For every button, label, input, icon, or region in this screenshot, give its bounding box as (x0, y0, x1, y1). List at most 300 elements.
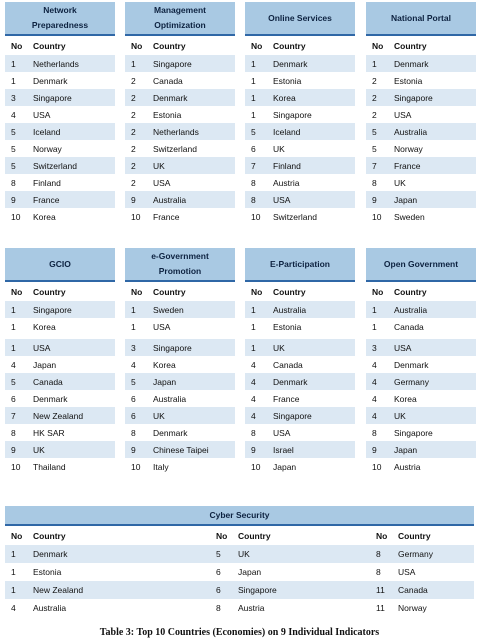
country-cell: Sweden (394, 211, 425, 222)
table-row (5, 318, 115, 335)
country-cell: France (33, 194, 60, 205)
rank-cell: 4 (251, 410, 256, 421)
country-cell: Thailand (33, 461, 66, 472)
rank-cell: 2 (131, 126, 136, 137)
table-row (366, 339, 476, 356)
table-row (366, 191, 476, 208)
rank-cell: 1 (251, 75, 256, 86)
country-cell: Denmark (33, 75, 68, 86)
cyber-security-title-text: Cyber Security (209, 509, 270, 520)
table-row (366, 123, 476, 140)
rank-cell: 9 (251, 444, 256, 455)
column-header-row (5, 528, 474, 544)
rank-cell: 2 (131, 177, 136, 188)
rank-cell: 4 (251, 376, 256, 387)
column-header-country: Country (394, 287, 427, 297)
rank-cell: 4 (11, 109, 16, 120)
country-cell: USA (398, 567, 416, 577)
top-table-title (245, 2, 355, 36)
country-cell: Australia (394, 304, 428, 315)
country-cell: Australia (153, 194, 187, 205)
table-row (125, 407, 235, 424)
country-cell: Israel (273, 444, 294, 455)
table-row (5, 390, 115, 407)
rank-cell: 3 (372, 342, 377, 353)
top-table-2 (125, 2, 235, 230)
rank-cell: 8 (251, 427, 256, 438)
rank-cell: 1 (11, 585, 16, 595)
table-row (245, 373, 355, 390)
country-cell: Canada (153, 75, 183, 86)
rank-cell: 4 (11, 359, 16, 370)
rank-cell: 9 (131, 194, 136, 205)
country-cell: Switzerland (273, 211, 317, 222)
column-header-no: No (11, 287, 23, 297)
table-row (366, 140, 476, 157)
rank-cell: 11 (376, 603, 385, 613)
rank-cell: 7 (11, 410, 16, 421)
country-cell: Canada (398, 585, 428, 595)
country-cell: USA (394, 342, 412, 353)
rank-cell: 8 (376, 567, 381, 577)
rank-cell: 4 (372, 376, 377, 387)
country-cell: Singapore (273, 410, 312, 421)
table-title-text (268, 11, 332, 26)
country-cell: HK SAR (33, 427, 65, 438)
table-row (125, 55, 235, 72)
country-cell: Australia (273, 304, 307, 315)
table-row (245, 72, 355, 89)
top-table-title (366, 2, 476, 36)
column-header-country: Country (33, 41, 66, 51)
country-cell: Singapore (153, 58, 192, 69)
table-row (366, 318, 476, 335)
table-row (245, 55, 355, 72)
table-row (125, 191, 235, 208)
column-header-country: Country (153, 41, 186, 51)
table-row (5, 89, 115, 106)
rank-cell: 1 (251, 321, 256, 332)
country-cell: Singapore (33, 304, 72, 315)
table-row (5, 407, 115, 424)
rank-cell: 4 (372, 393, 377, 404)
table-row (125, 339, 235, 356)
column-header-country: Country (153, 287, 186, 297)
table-row (125, 123, 235, 140)
rank-cell: 4 (11, 603, 16, 613)
table-row (5, 208, 115, 225)
country-cell: Germany (394, 376, 429, 387)
table-row (5, 581, 474, 599)
country-cell: Singapore (273, 109, 312, 120)
rank-cell: 1 (131, 58, 136, 69)
table-title-line: GCIO (49, 258, 71, 269)
country-cell: Estonia (33, 567, 62, 577)
top-table-title (5, 2, 115, 36)
country-cell: UK (394, 410, 406, 421)
column-header-country: Country (273, 41, 306, 51)
rank-cell: 5 (372, 126, 377, 137)
table-row (5, 339, 115, 356)
rank-cell: 1 (372, 58, 377, 69)
column-header-no: No (131, 41, 143, 51)
table-row (245, 123, 355, 140)
table-title-line: Open Government (383, 258, 459, 269)
table-title-line: e-Government (151, 251, 209, 261)
country-cell: Norway (394, 143, 423, 154)
mid-table-title (125, 248, 235, 282)
table-row (366, 55, 476, 72)
column-header-no: No (11, 41, 23, 51)
column-header-no: No (251, 287, 263, 297)
country-cell: France (153, 211, 180, 222)
table-row (5, 72, 115, 89)
country-cell: Denmark (33, 549, 68, 559)
table-title-text (32, 3, 88, 33)
rank-cell: 9 (131, 444, 136, 455)
table-row (5, 458, 115, 475)
table-row (5, 545, 474, 563)
table-row (5, 563, 474, 581)
rank-cell: 3 (11, 92, 16, 103)
country-cell: Norway (33, 143, 62, 154)
table-row (366, 106, 476, 123)
table-row (245, 106, 355, 123)
country-cell: Estonia (273, 321, 302, 332)
rank-cell: 1 (372, 304, 377, 315)
country-cell: Sweden (153, 304, 184, 315)
rank-cell: 8 (131, 427, 136, 438)
country-cell: Estonia (273, 75, 302, 86)
rank-cell: 5 (131, 376, 136, 387)
table-row (245, 424, 355, 441)
table-row (245, 339, 355, 356)
rank-cell: 2 (372, 92, 377, 103)
table-row (5, 157, 115, 174)
table-row (245, 89, 355, 106)
column-header-country: Country (238, 531, 271, 541)
country-cell: New Zealand (33, 585, 84, 595)
table-row (366, 458, 476, 475)
table-row (5, 174, 115, 191)
country-cell: Denmark (273, 58, 308, 69)
country-cell: USA (33, 342, 51, 353)
table-row (245, 174, 355, 191)
rank-cell: 6 (216, 585, 221, 595)
rank-cell: 4 (372, 410, 377, 421)
country-cell: Japan (153, 376, 177, 387)
rank-cell: 4 (131, 359, 136, 370)
country-cell: UK (153, 160, 165, 171)
rank-cell: 6 (216, 567, 221, 577)
country-cell: Switzerland (153, 143, 197, 154)
table-row (125, 208, 235, 225)
rank-cell: 8 (216, 603, 221, 613)
table-row (5, 191, 115, 208)
table-row (5, 140, 115, 157)
rank-cell: 10 (11, 461, 21, 472)
country-cell: Denmark (394, 359, 429, 370)
table-caption: Table 3: Top 10 Countries (Economies) on 9 Individual Indicators (99, 627, 380, 638)
rank-cell: 6 (251, 143, 256, 154)
rank-cell: 10 (372, 461, 382, 472)
rank-cell: 4 (251, 393, 256, 404)
column-header-country: Country (273, 287, 306, 297)
rank-cell: 7 (251, 160, 256, 171)
table-row (5, 441, 115, 458)
rank-cell: 10 (131, 211, 141, 222)
country-cell: USA (273, 427, 291, 438)
column-header-row (5, 38, 115, 54)
table-row (245, 140, 355, 157)
country-cell: UK (33, 444, 45, 455)
rank-cell: 2 (131, 75, 136, 86)
country-cell: Finland (33, 177, 61, 188)
country-cell: Canada (33, 376, 63, 387)
country-cell: Iceland (273, 126, 301, 137)
country-cell: Austria (273, 177, 300, 188)
country-cell: Australia (153, 393, 187, 404)
mid-table-title (5, 248, 115, 282)
rank-cell: 10 (11, 211, 21, 222)
country-cell: UK (273, 342, 285, 353)
rank-cell: 1 (251, 304, 256, 315)
column-header-no: No (372, 287, 384, 297)
country-cell: UK (153, 410, 165, 421)
table-row (366, 89, 476, 106)
column-header-no: No (131, 287, 143, 297)
country-cell: Singapore (238, 585, 277, 595)
country-cell: Austria (238, 603, 265, 613)
table-row (125, 424, 235, 441)
country-cell: Singapore (394, 92, 433, 103)
table-row (245, 356, 355, 373)
table-row (125, 89, 235, 106)
table-row (366, 441, 476, 458)
mid-table-title (366, 248, 476, 282)
column-header-row (245, 38, 355, 54)
rank-cell: 2 (131, 160, 136, 171)
top-table-3 (245, 2, 355, 230)
table-row (5, 356, 115, 373)
top-table-1 (5, 2, 115, 230)
country-cell: Denmark (273, 376, 308, 387)
rank-cell: 1 (131, 321, 136, 332)
country-cell: Norway (398, 603, 427, 613)
mid-table-2 (125, 248, 235, 476)
mid-table-1 (5, 248, 115, 476)
rank-cell: 8 (11, 177, 16, 188)
table-row (366, 356, 476, 373)
table-title-text (270, 257, 330, 272)
table-row (125, 356, 235, 373)
rank-cell: 1 (11, 549, 16, 559)
country-cell: Denmark (153, 92, 188, 103)
table-row (5, 373, 115, 390)
table-row (125, 174, 235, 191)
column-header-row (366, 284, 476, 300)
table-title-text (384, 257, 458, 272)
rank-cell: 3 (131, 342, 136, 353)
country-cell: Denmark (394, 58, 429, 69)
rank-cell: 7 (372, 160, 377, 171)
table-title-line: E-Participation (270, 258, 330, 269)
rank-cell: 8 (11, 427, 16, 438)
table-title-text (49, 257, 71, 272)
country-cell: USA (153, 177, 171, 188)
country-cell: Singapore (33, 92, 72, 103)
column-header-row (5, 284, 115, 300)
table-row (245, 441, 355, 458)
country-cell: Australia (394, 126, 428, 137)
rank-cell: 1 (11, 75, 16, 86)
rank-cell: 2 (131, 92, 136, 103)
country-cell: Singapore (153, 342, 192, 353)
table-row (125, 140, 235, 157)
table-title-text (154, 3, 206, 33)
rank-cell: 2 (372, 109, 377, 120)
country-cell: Switzerland (33, 160, 77, 171)
column-header-no: No (376, 531, 388, 541)
country-cell: Korea (153, 359, 176, 370)
column-header-country: Country (398, 531, 431, 541)
country-cell: Netherlands (153, 126, 199, 137)
table-row (245, 157, 355, 174)
rank-cell: 6 (131, 410, 136, 421)
rank-cell: 9 (11, 444, 16, 455)
rank-cell: 9 (372, 194, 377, 205)
country-cell: New Zealand (33, 410, 84, 421)
rank-cell: 10 (251, 211, 261, 222)
rank-cell: 1 (251, 342, 256, 353)
country-cell: USA (153, 321, 171, 332)
rank-cell: 5 (372, 143, 377, 154)
country-cell: Denmark (33, 393, 68, 404)
country-cell: Netherlands (33, 58, 79, 69)
table-title-line: Online Services (268, 12, 332, 23)
table-row (245, 301, 355, 318)
country-cell: Chinese Taipei (153, 444, 209, 455)
top-table-4 (366, 2, 476, 230)
country-cell: Iceland (33, 126, 61, 137)
rank-cell: 1 (131, 304, 136, 315)
rank-cell: 1 (11, 304, 16, 315)
mid-table-title (245, 248, 355, 282)
rank-cell: 5 (251, 126, 256, 137)
country-cell: Japan (273, 461, 297, 472)
rank-cell: 2 (131, 143, 136, 154)
country-cell: Canada (273, 359, 303, 370)
rank-cell: 1 (251, 109, 256, 120)
country-cell: USA (273, 194, 291, 205)
table-row (125, 373, 235, 390)
table-row (5, 55, 115, 72)
rank-cell: 1 (251, 58, 256, 69)
table-row (5, 599, 474, 617)
country-cell: Italy (153, 461, 169, 472)
table-row (125, 106, 235, 123)
table-row (125, 441, 235, 458)
table-row (5, 106, 115, 123)
country-cell: Canada (394, 321, 424, 332)
table-title-line: Preparedness (31, 20, 89, 30)
country-cell: Austria (394, 461, 421, 472)
rank-cell: 8 (376, 549, 381, 559)
table-row (125, 318, 235, 335)
rank-cell: 2 (131, 109, 136, 120)
table-row (366, 424, 476, 441)
country-cell: Singapore (394, 427, 433, 438)
top-table-title (125, 2, 235, 36)
rank-cell: 10 (372, 211, 382, 222)
table-row (245, 208, 355, 225)
column-header-country: Country (33, 531, 66, 541)
column-header-row (366, 38, 476, 54)
table-row (245, 318, 355, 335)
country-cell: UK (394, 177, 406, 188)
table-row (366, 157, 476, 174)
table-row (366, 407, 476, 424)
country-cell: Japan (394, 194, 418, 205)
table-row (366, 208, 476, 225)
table-title-line: Network (43, 5, 77, 15)
table-title-line: Optimization (154, 20, 206, 30)
cyber-security-table (5, 506, 474, 620)
country-cell: Australia (33, 603, 67, 613)
column-header-country: Country (33, 287, 66, 297)
country-cell: Germany (398, 549, 433, 559)
country-cell: Japan (33, 359, 57, 370)
country-cell: Japan (394, 444, 418, 455)
table-row (5, 424, 115, 441)
rank-cell: 8 (251, 177, 256, 188)
rank-cell: 6 (131, 393, 136, 404)
table-title-text (151, 249, 209, 279)
rank-cell: 8 (372, 177, 377, 188)
rank-cell: 4 (251, 359, 256, 370)
table-row (366, 301, 476, 318)
rank-cell: 10 (251, 461, 261, 472)
mid-table-4 (366, 248, 476, 476)
country-cell: Japan (238, 567, 262, 577)
country-cell: USA (394, 109, 412, 120)
table-row (5, 301, 115, 318)
country-cell: France (394, 160, 421, 171)
mid-table-3 (245, 248, 355, 476)
table-title-text (391, 11, 451, 26)
table-row (5, 123, 115, 140)
rank-cell: 5 (11, 376, 16, 387)
table-row (366, 174, 476, 191)
country-cell: Estonia (394, 75, 423, 86)
table-row (245, 458, 355, 475)
table-title-line: National Portal (391, 12, 451, 23)
rank-cell: 1 (251, 92, 256, 103)
table-row (366, 72, 476, 89)
column-header-row (125, 38, 235, 54)
column-header-row (125, 284, 235, 300)
table-row (125, 72, 235, 89)
column-header-no: No (372, 41, 384, 51)
country-cell: Korea (394, 393, 417, 404)
table-row (366, 390, 476, 407)
rank-cell: 1 (11, 567, 16, 577)
column-header-no: No (11, 531, 23, 541)
rank-cell: 5 (11, 126, 16, 137)
country-cell: USA (33, 109, 51, 120)
country-cell: UK (273, 143, 285, 154)
table-row (245, 390, 355, 407)
